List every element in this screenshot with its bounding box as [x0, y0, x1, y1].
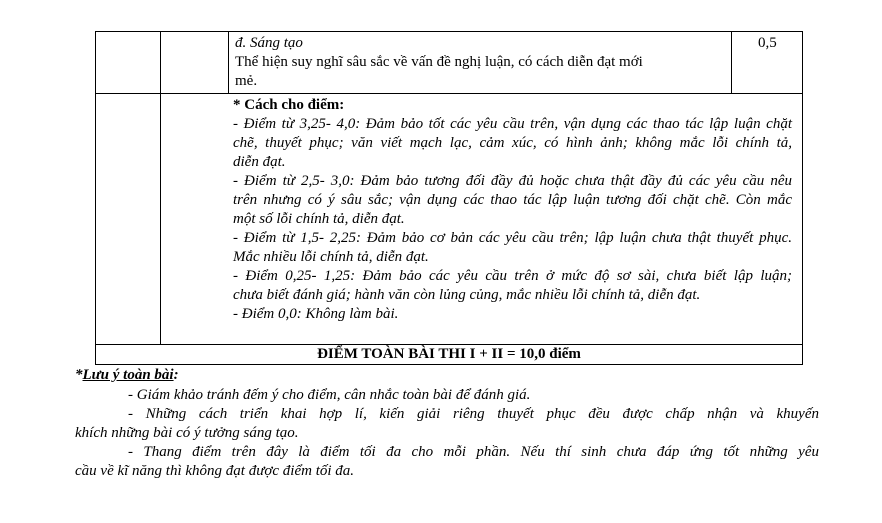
- criterion-text-line: mẻ.: [235, 73, 258, 89]
- scoring-guide-line: - Điểm 0,0: Không làm bài.: [233, 306, 399, 322]
- table-row: [96, 32, 803, 94]
- scoring-guide-line: - Điểm từ 3,25- 4,0: Đảm bảo tốt các yêu cầu trên, vận dụng các thao tác lập luận chặt: [233, 116, 792, 132]
- notes-heading-label: Lưu ý toàn bài: [82, 367, 174, 383]
- scoring-guide-heading: * Cách cho điểm:: [233, 97, 345, 113]
- scoring-guide-line: Mắc nhiều lỗi chính tả, diễn đạt.: [233, 249, 429, 265]
- criterion-heading: đ. Sáng tạo: [235, 35, 303, 51]
- scoring-guide-cell: [161, 94, 803, 345]
- total-score-cell: [96, 345, 803, 365]
- notes-colon: :: [173, 367, 179, 383]
- table-cell-empty: [96, 94, 161, 345]
- note-line: cầu về kĩ năng thì không đạt được điểm tối đa.: [75, 463, 355, 479]
- scoring-guide-line: - Điểm 0,25- 1,25: Đảm bảo các yêu cầu trên ở mức độ sơ sài, chưa biết lập luận;: [233, 268, 792, 284]
- criterion-cell: [229, 32, 732, 94]
- scoring-guide-line: chưa biết đánh giá; hành văn còn lủng củng, mắc nhiều lỗi chính tả, diễn đạt.: [233, 287, 701, 303]
- scoring-guide-line: một số lỗi chính tả, diễn đạt.: [233, 211, 405, 227]
- score-cell: [732, 32, 803, 94]
- table-row: [96, 94, 803, 345]
- total-score-text: ĐIỂM TOÀN BÀI THI I + II = 10,0 điểm: [317, 346, 581, 362]
- table-cell-empty: [96, 32, 161, 94]
- note-line: - Những cách triển khai hợp lí, kiến giải riêng thuyết phục đều được chấp nhận và khuyến: [128, 406, 819, 422]
- score-value: 0,5: [758, 35, 777, 51]
- scoring-guide-line: - Điểm từ 1,5- 2,25: Đảm bảo cơ bản các yêu cầu trên; lập luận chưa thật thuyết phục.: [233, 230, 792, 246]
- notes-star: *: [75, 367, 83, 383]
- notes-heading: [75, 366, 179, 385]
- note-line: khích những bài có ý tưởng sáng tạo.: [75, 425, 299, 441]
- scoring-guide-line: chẽ, thuyết phục; văn viết mạch lạc, cảm xúc, có hình ảnh; không mắc lỗi chính tả,: [233, 135, 792, 151]
- scoring-guide-line: - Điểm từ 2,5- 3,0: Đảm bảo tương đối đầy đủ hoặc chưa thật đầy đủ các yêu cầu nêu: [233, 173, 792, 189]
- scoring-guide-line: diễn đạt.: [233, 154, 286, 170]
- notes-body: [75, 386, 819, 481]
- table-row: [96, 345, 803, 365]
- scoring-table: [95, 31, 803, 365]
- note-line: - Giám khảo tránh đếm ý cho điểm, cân nhắc toàn bài để đánh giá.: [128, 387, 531, 403]
- scoring-guide-line: trên nhưng có ý sâu sắc; vận dụng các thao tác lập luận tương đối chặt chẽ. Còn mắc: [233, 192, 792, 208]
- criterion-text-line: Thể hiện suy nghĩ sâu sắc về vấn đề nghị luận, có cách diễn đạt mới: [235, 54, 643, 70]
- note-line: - Thang điểm trên đây là điểm tối đa cho mỗi phần. Nếu thí sinh chưa đáp ứng tốt những yêu: [128, 444, 819, 460]
- table-cell-empty: [161, 32, 229, 94]
